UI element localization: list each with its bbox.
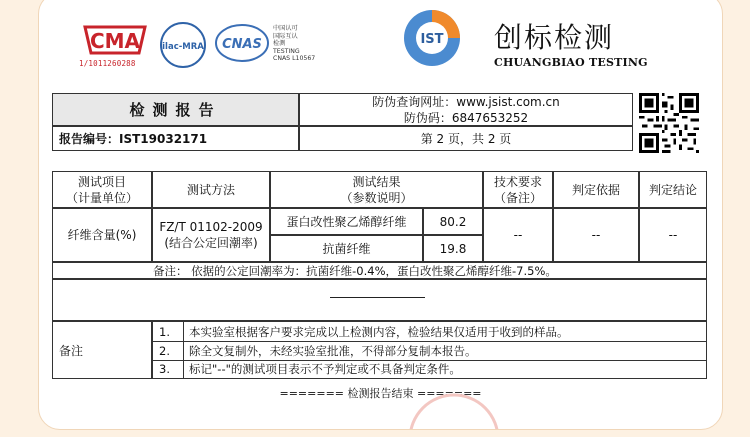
ist-logo [401,7,463,69]
end-marker: ======= 检测报告结束 ======= [279,387,482,400]
cell-method [152,208,270,262]
note-text: 标记"--"的测试项目表示不予判定或不具备判定条件。 [189,362,461,376]
header-result [270,171,483,208]
header-requirement-line: 技术要求 [493,174,542,189]
report-title: 检测报告 [52,93,299,126]
cell-fiber-name: 蛋白改性聚乙烯醇纤维 [270,208,423,235]
brand-name-en: CHUANGBIAO TESTING [494,56,648,69]
report-card [38,0,723,430]
header-result-line: （参数说明） [340,190,413,205]
cnas-logo-text: CNAS [222,37,262,52]
note-text: 本实验室根据客户要求完成以上检测内容，检验结果仅适用于收到的样品。 [189,324,569,339]
anti-fake-info [299,93,633,126]
cell-item: 纤维含量(%) [52,208,152,262]
note-number: 3. [159,362,170,376]
blank-section [52,279,707,321]
cnas-line: 国际互认 [273,32,298,40]
note-number: 2. [159,343,170,358]
header-item-line: （计量单位） [65,190,138,205]
cnas-line: CNAS L10567 [273,55,316,63]
header-method: 测试方法 [152,171,270,208]
query-site: 防伪查询网址：www.jsist.com.cn [372,94,560,109]
remark-line: 备注： 依据的公定回潮率为：抗菌纤维-0.4%，蛋白改性聚乙烯醇纤维-7.5%。 [52,262,707,279]
note-number: 1. [159,324,170,339]
header-result-line: 测试结果 [352,174,401,189]
note-text: 除全文复制外，未经实验室批准，不得部分复制本报告。 [189,343,477,358]
svg-text:CMA: CMA [89,29,141,53]
notes-list [152,321,707,379]
cell-fiber-value: 80.2 [423,208,483,235]
cell-method-note: (结合公定回潮率) [164,236,258,250]
note-item [153,322,706,342]
cell-conclusion: -- [639,208,707,262]
anti-fake-code: 防伪码：6847653252 [403,110,529,125]
short-divider [330,297,425,298]
cnas-accreditation-text [273,25,315,63]
header-item-line: 测试项目 [77,174,126,189]
cell-method-standard: FZ/T 01102-2009 [159,220,263,234]
ilac-logo: ilac-MRA [160,22,206,68]
note-item [153,360,706,378]
cnas-line: 检测 [273,40,286,48]
header-conclusion: 判定结论 [639,171,707,208]
cell-requirement: -- [483,208,553,262]
qr-code[interactable] [639,93,699,153]
cnas-line: 中国认可 [273,25,298,32]
cell-basis: -- [553,208,639,262]
report-number: 报告编号：IST19032171 [52,126,299,151]
notes-column-divider [183,322,184,378]
page-info: 第 2 页，共 2 页 [299,126,633,151]
stamp-watermark [409,381,499,429]
notes-label: 备注 [52,321,152,379]
cnas-line: TESTING [273,47,300,55]
header-requirement [483,171,553,208]
brand-name-cn: 创标检测 [494,21,615,54]
ist-logo-text: IST [420,32,444,47]
header-requirement-line: （备注） [493,190,542,205]
cma-logo [79,23,151,57]
note-item [153,341,706,361]
cma-code: 1/1011260288 [79,59,136,68]
cnas-logo [214,23,270,63]
cell-fiber-name: 抗菌纤维 [270,235,423,262]
header-item [52,171,152,208]
header-basis: 判定依据 [553,171,639,208]
cell-fiber-value: 19.8 [423,235,483,262]
